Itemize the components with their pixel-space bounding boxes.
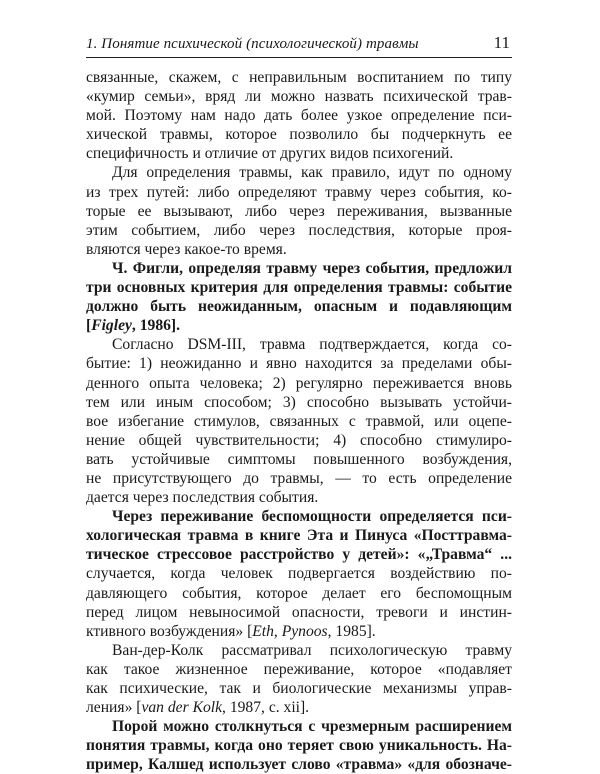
text-line: как психические, так и биологические механизмы управ- bbox=[86, 680, 512, 697]
citation-year: , 1985]. bbox=[327, 622, 376, 640]
text-line: три основных критерия для определения травмы: событие bbox=[86, 279, 512, 297]
text-fragment: ктивного возбуждения» bbox=[86, 622, 244, 640]
citation-open: [ bbox=[243, 622, 253, 640]
text-line: из трех путей: либо определяют травму через события, ко- bbox=[86, 183, 512, 201]
text-line: пример, Калшед использует слово «травма» «для обозначе- bbox=[86, 756, 512, 774]
text-line: хической травмы, которое позволило бы подчеркнуть ее bbox=[86, 126, 512, 144]
text-line: хологическая травма в книге Эта и Пинуса «Посттравма- bbox=[86, 527, 512, 545]
paragraph-continuation bbox=[86, 68, 512, 163]
text-line: тическое стрессовое расстройство у детей»: «„Травма“ ... bbox=[86, 546, 512, 564]
citation-line: [Figley, 1986]. bbox=[86, 317, 180, 335]
text-line: этим событием, либо через последствия, которые проя- bbox=[86, 221, 512, 239]
text-line: понятия травмы, когда оно теряет свою уникальность. На- bbox=[86, 737, 512, 755]
text-line: «кумир семьи», вряд ли можно назвать психической трав- bbox=[86, 88, 512, 106]
text-line: дается через последствия события. bbox=[86, 489, 319, 507]
citation-author: Pynoos bbox=[281, 622, 328, 640]
text-line: вляются через какое-то время. bbox=[86, 240, 287, 258]
header-rule bbox=[86, 57, 512, 58]
citation-line bbox=[86, 698, 512, 717]
citation-year: , 1986]. bbox=[131, 317, 180, 335]
text-line: перед лицом невыносимой опасности, тревоги и инстин- bbox=[86, 603, 512, 621]
page-number: 11 bbox=[493, 33, 510, 52]
paragraph-van-der-kolk bbox=[86, 641, 512, 717]
paragraph-figley bbox=[86, 259, 512, 335]
text-line: случается, когда человек подвергается воздействию по- bbox=[86, 565, 512, 583]
citation-open: [ bbox=[132, 699, 142, 717]
text-line: мой. Поэтому нам надо дать более узкое определение пси- bbox=[86, 107, 512, 125]
text-line: давляющего события, которое делает его беспомощным bbox=[86, 584, 512, 602]
text-line: тем или иным способом; 3) способно вызывать устойчи- bbox=[86, 393, 512, 411]
citation-year: , 1987, с. xii]. bbox=[222, 699, 310, 717]
text-line: Согласно DSM-III, травма подтверждается, когда со- bbox=[112, 336, 512, 354]
citation-author: Figley bbox=[91, 317, 132, 335]
paragraph-eth-pynoos bbox=[86, 507, 512, 641]
citation-author: van der Kolk bbox=[141, 699, 223, 717]
citation-author: Eth bbox=[252, 622, 274, 640]
text-line: специфичность и отличие от других видов психогений. bbox=[86, 145, 454, 163]
citation-sep: , bbox=[273, 622, 282, 640]
text-line: Для определения травмы, как правило, идут по одному bbox=[112, 164, 512, 182]
paragraph-three-paths bbox=[86, 163, 512, 258]
text-line: как такое жизненное переживание, которое «подавляет bbox=[86, 660, 512, 678]
text-line: Порой можно столкнуться с чрезмерным расширением bbox=[112, 718, 512, 736]
citation-line bbox=[86, 622, 512, 641]
running-title: 1. Понятие психической (психологической) травмы bbox=[86, 36, 419, 52]
text-line: связанные, скажем, с неправильным воспитанием по типу bbox=[86, 69, 512, 86]
text-line: должно быть неожиданным, опасным и подавляющим bbox=[86, 298, 512, 316]
text-line: вать устойчивые симптомы повышенного возбуждения, bbox=[86, 450, 512, 468]
text-line: Ван-дер-Колк рассматривал психологическую травму bbox=[112, 641, 512, 659]
page-body bbox=[86, 68, 512, 774]
paragraph-dsm bbox=[86, 335, 512, 507]
paragraph-expansion bbox=[86, 717, 512, 774]
text-line: вое избегание стимулов, связанных с травмой, или оцепе- bbox=[86, 412, 512, 430]
text-line: торые ее вызывают, либо через переживания, вызванные bbox=[86, 202, 512, 220]
text-fragment: ления» bbox=[86, 699, 133, 717]
text-line: нение общей чувствительности; 4) способно стимулиро- bbox=[86, 431, 512, 449]
text-line: не присутствующего до травмы, — то есть определение bbox=[86, 469, 512, 487]
text-line: Ч. Фигли, определяя травму через события, предложил bbox=[112, 259, 512, 277]
text-line: денного опыта человека; 2) регулярно переживается вновь bbox=[86, 374, 512, 392]
text-line: Через переживание беспомощности определяется пси- bbox=[112, 508, 512, 526]
text-line: бытие: 1) неожиданно и явно находится за пределами обы- bbox=[86, 355, 512, 373]
